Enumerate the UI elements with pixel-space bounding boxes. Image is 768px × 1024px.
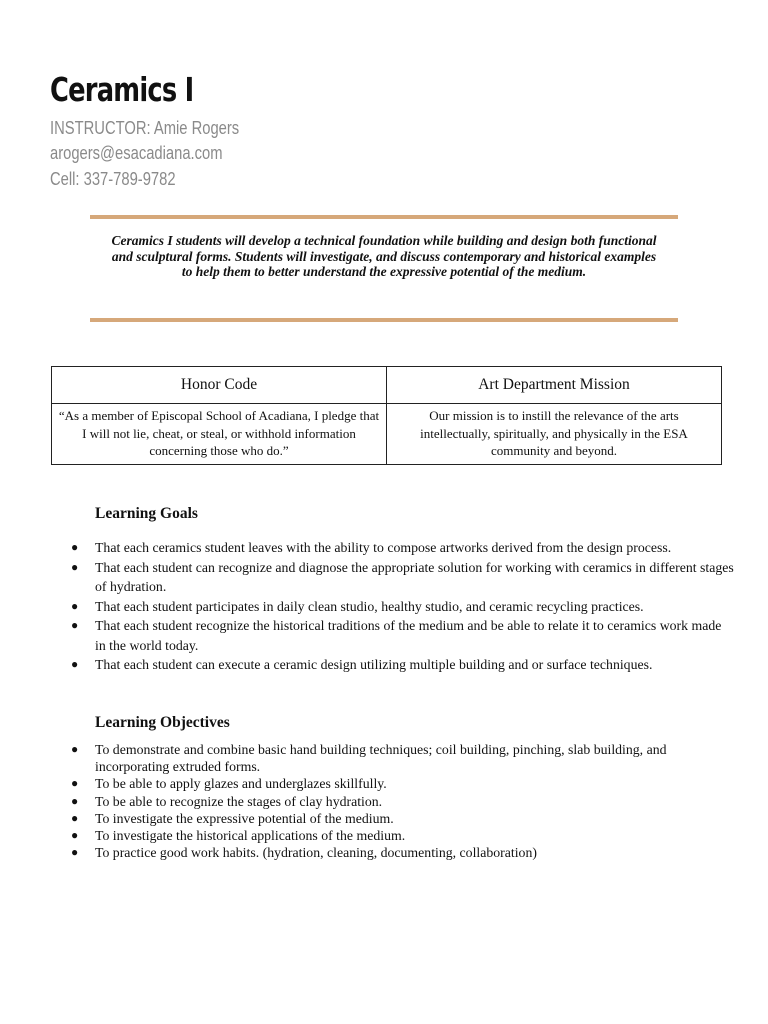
learning-objectives-list — [71, 741, 735, 861]
list-item — [71, 741, 735, 775]
list-item — [71, 810, 735, 827]
list-item-text: That each student can execute a ceramic design utilizing multiple building and or surface techniques. — [95, 657, 653, 673]
list-item — [71, 597, 735, 616]
list-item-text: To practice good work habits. (hydration, cleaning, documenting, collaboration) — [95, 845, 537, 861]
bullet-icon: ● — [71, 540, 79, 554]
honor-code-heading: Honor Code — [52, 367, 387, 404]
list-item — [71, 793, 735, 810]
list-item-text: That each student can recognize and diagnose the appropriate solution for working with ceramics in different stages of hydration. — [95, 559, 734, 594]
bullet-icon: ● — [71, 657, 79, 672]
list-item-text: To investigate the historical applications of the medium. — [95, 828, 406, 844]
bullet-icon: ● — [71, 845, 79, 860]
list-item-text: To demonstrate and combine basic hand building techniques; coil building, pinching, slab building, and incorporating extruded forms. — [95, 742, 667, 775]
bullet-icon: ● — [71, 742, 79, 756]
list-item — [71, 538, 735, 557]
list-item — [71, 775, 735, 792]
learning-objectives-heading: Learning Objectives — [95, 714, 230, 731]
course-summary: Ceramics I students will develop a technical foundation while building and design both functional and sculptural forms. Students will investigate, and discuss contemporary and historical examples to help them to better understand the expressive potential of the medium. — [111, 233, 657, 279]
mission-text: Our mission is to instill the relevance of the arts intellectually, spiritually, and physically in the ESA community and beyond. — [387, 404, 722, 465]
bullet-icon: ● — [71, 793, 79, 808]
list-item — [71, 558, 735, 596]
honor-code-text: “As a member of Episcopal School of Acadiana, I pledge that I will not lie, cheat, or steal, or withhold information concerning those who do.” — [52, 404, 387, 465]
course-title: Ceramics I — [50, 70, 194, 109]
list-item-text: To investigate the expressive potential of the medium. — [95, 810, 394, 826]
bullet-icon: ● — [71, 828, 79, 843]
bullet-icon: ● — [71, 776, 79, 791]
bullet-icon: ● — [71, 618, 79, 633]
learning-goals-heading: Learning Goals — [95, 505, 198, 522]
instructor-cell: Cell: 337-789-9782 — [50, 169, 176, 189]
list-item — [71, 616, 735, 654]
instructor-email: arogers@esacadiana.com — [50, 143, 223, 163]
learning-goals-list — [71, 538, 735, 675]
list-item — [71, 827, 735, 844]
list-item — [71, 844, 735, 861]
list-item-text: To be able to apply glazes and underglazes skillfully. — [95, 776, 387, 792]
list-item-text: That each student participates in daily clean studio, healthy studio, and ceramic recycling practices. — [95, 598, 644, 614]
mission-heading: Art Department Mission — [387, 367, 722, 404]
divider-top — [90, 215, 678, 219]
list-item-text: That each student recognize the historical traditions of the medium and be able to relate it to ceramics work made in the world today. — [95, 618, 722, 653]
instructor-name: INSTRUCTOR: Amie Rogers — [50, 118, 240, 138]
bullet-icon: ● — [71, 598, 79, 613]
honor-mission-table — [51, 366, 722, 465]
bullet-icon: ● — [71, 559, 79, 574]
bullet-icon: ● — [71, 810, 79, 825]
list-item-text: That each ceramics student leaves with the ability to compose artworks derived from the design process. — [95, 540, 672, 555]
divider-bottom — [90, 318, 678, 322]
list-item — [71, 655, 735, 674]
list-item-text: To be able to recognize the stages of clay hydration. — [95, 793, 383, 809]
